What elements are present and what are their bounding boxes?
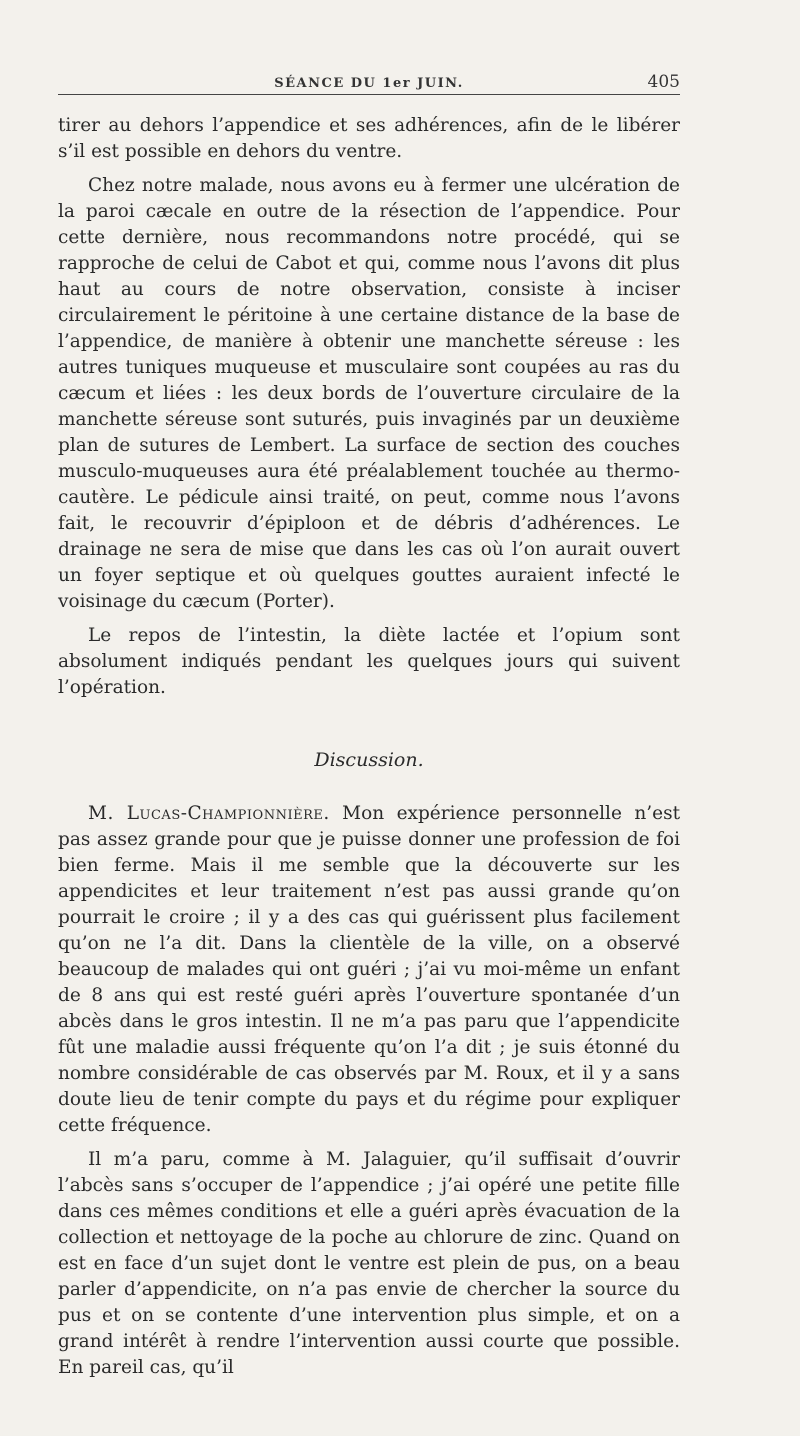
paragraph-discussion-continued: Il m’a paru, comme à M. Jalaguier, qu’il suffisait d’ouvrir l’abcès sans s’occuper de l’appendice ; j’ai opéré une petite fille dans ces mêmes conditions et elle a guéri après évacuation de la collection et nettoyage de la poche au chlorure de zinc. Quand on est en face d’un sujet dont le ventre est plein de pus, on a beau parler d’appendicite, on n’a pas envie de chercher la source du pus et on se contente d’une intervention plus simple, et on a grand intérêt à rendre l’intervention aussi courte que possible. En pareil cas, qu’il <box>58 1149 680 1378</box>
paragraph-discussion-speaker <box>58 801 680 1139</box>
body-text <box>58 113 680 1381</box>
running-header <box>58 64 680 95</box>
page-number: 405 <box>647 72 680 92</box>
speaker-name: M. Lucas-Championnière. <box>88 803 330 824</box>
paragraph-aftercare: Le repos de l’intestin, la diète lactée et l’opium sont absolument indiqués pendant les quelques jours qui suivent l’opération. <box>58 625 680 698</box>
paragraph-continued: tirer au dehors l’appendice et ses adhérences, afin de le libérer s’il est possible en dehors du ventre. <box>58 115 680 162</box>
running-title: SÉANCE DU 1er JUIN. <box>274 76 464 91</box>
speaker-remarks: Mon expérience personnelle n’est pas assez grande pour que je puisse donner une profession de foi bien ferme. Mais il me semble que la découverte sur les appendicites et leur traitement n’est pas aussi grande qu’on pourrait le croire ; il y a des cas qui guérissent plus facilement qu’on ne l’a dit. Dans la clientèle de la ville, on a observé beaucoup de malades qui ont guéri ; j’ai vu moi-même un enfant de 8 ans qui est resté guéri après l’ouverture spontanée d’un abcès dans le gros intestin. Il ne m’a pas paru que l’appendicite fût une maladie aussi fréquente qu’on l’a dit ; je suis étonné du nombre considérable de cas observés par M. Roux, et il y a sans doute lieu de tenir compte du pays et du régime pour expliquer cette fréquence. <box>58 803 681 1136</box>
discussion-heading: Discussion. <box>314 749 424 771</box>
paragraph-procedure: Chez notre malade, nous avons eu à fermer une ulcération de la paroi cæcale en outre de la résection de l’appendice. Pour cette dernière, nous recommandons notre procédé, qui se rapproche de celui de Cabot et qui, comme nous l’avons dit plus haut au cours de notre observation, consiste à inciser circulairement le péritoine à une certaine distance de la base de l’appendice, de manière à obtenir une manchette séreuse : les autres tuniques muqueuse et musculaire sont coupées au ras du cæcum et liées : les deux bords de l’ouverture circulaire de la manchette séreuse sont suturés, puis invaginés par un deuxième plan de sutures de Lembert. La surface de section des couches musculo-muqueuses aura été préalablement touchée au thermo-cautère. Le pédicule ainsi traité, on peut, comme nous l’avons fait, le recouvrir d’épiploon et de débris d’adhérences. Le drainage ne sera de mise que dans les cas où l’on aurait ouvert un foyer septique et où quelques gouttes auraient infecté le voisinage du cæcum (Porter). <box>58 175 680 612</box>
page <box>58 64 680 1381</box>
